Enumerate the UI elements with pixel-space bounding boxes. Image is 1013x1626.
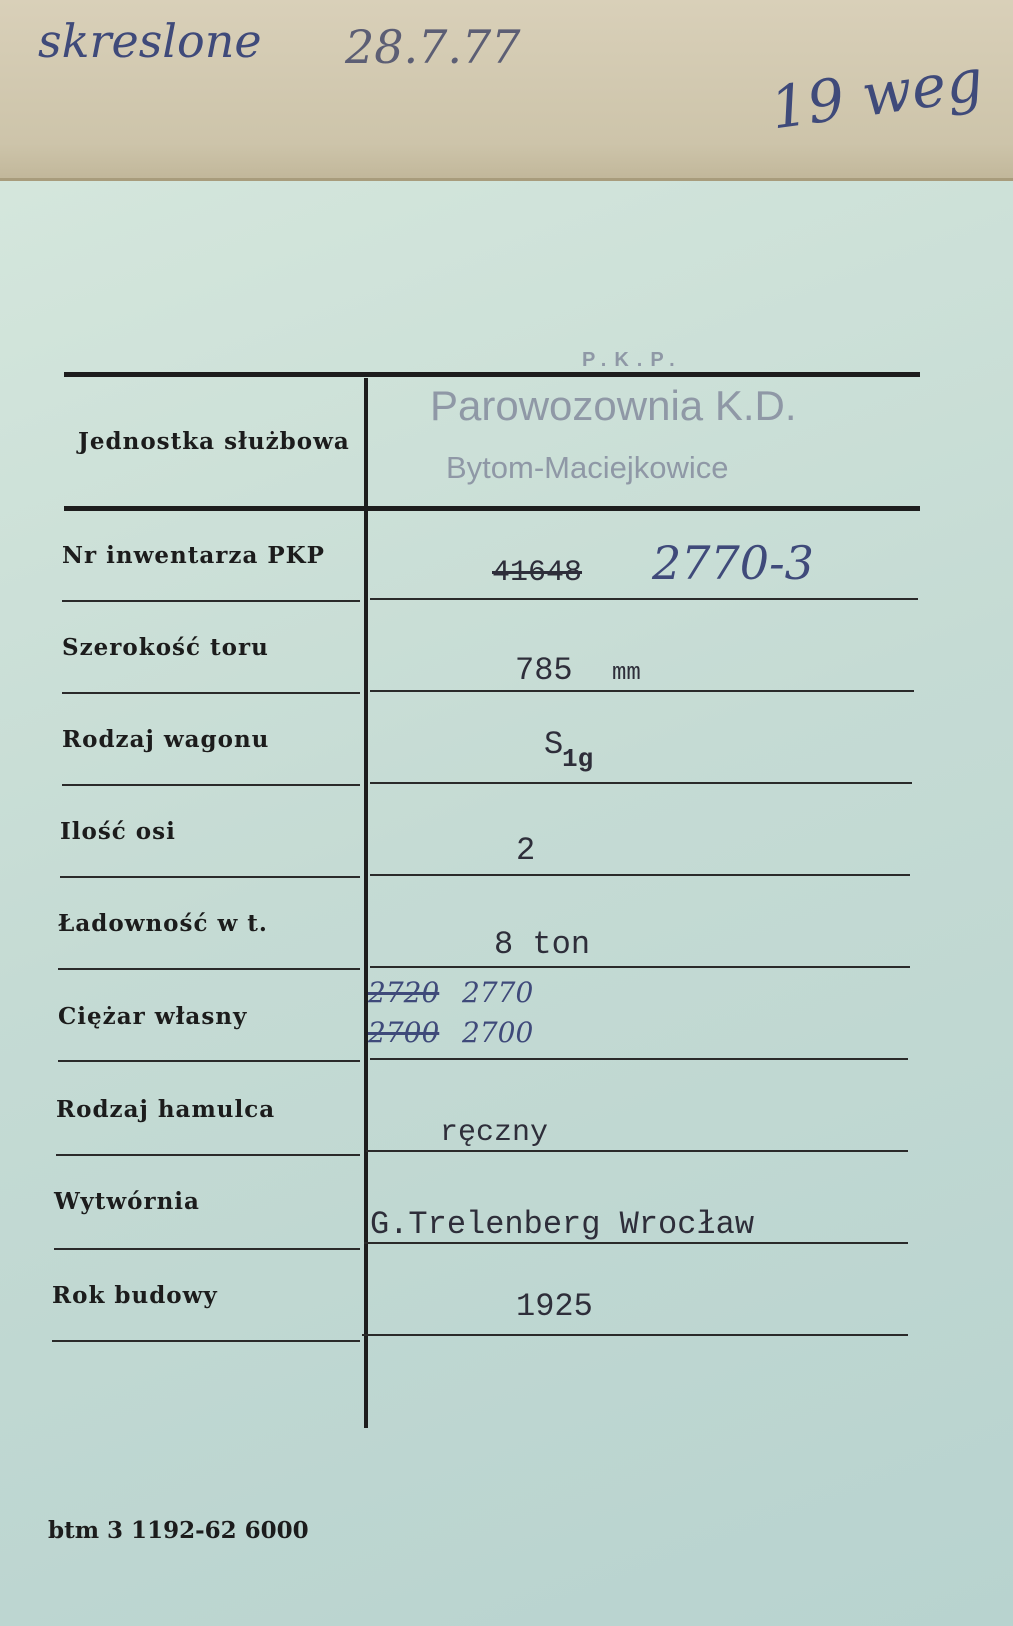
- stamp-line-2: Bytom-Maciejkowice: [446, 450, 729, 485]
- track-gauge-value: 785: [515, 652, 573, 689]
- column-divider: [364, 378, 368, 1428]
- wagon-type-sub: 1g: [562, 744, 594, 774]
- tare-weight-struck-2: 2700: [368, 1016, 440, 1049]
- inventory-number-struck: 41648: [492, 556, 583, 590]
- label-build-year: Rok budowy: [52, 1282, 218, 1309]
- label-inventory-number: Nr inwentarza PKP: [62, 542, 325, 569]
- brake-type-value: ręczny: [440, 1116, 549, 1150]
- label-brake-type: Rodzaj hamulca: [56, 1096, 276, 1123]
- row-line: [56, 1154, 360, 1156]
- label-tare-weight: Ciężar własny: [58, 1003, 248, 1030]
- sheet-mark: 19 weg: [766, 45, 988, 143]
- track-gauge-unit: mm: [612, 660, 641, 687]
- checked-date: 28.7.77: [345, 20, 521, 74]
- manufacturer-value: G.Trelenberg Wrocław: [370, 1206, 755, 1243]
- tare-weight-line-1: 2770: [462, 976, 534, 1009]
- label-manufacturer: Wytwórnia: [54, 1188, 200, 1215]
- row-line: [58, 968, 360, 970]
- row-line: [54, 1248, 360, 1250]
- row-line: [62, 600, 360, 602]
- tare-weight-struck-1: 2720: [368, 976, 440, 1009]
- label-axle-count: Ilość osi: [60, 818, 176, 845]
- row-line: [62, 784, 360, 786]
- axle-count-value: 2: [516, 832, 536, 869]
- value-line: [366, 1150, 908, 1152]
- value-line: [370, 598, 918, 600]
- value-line: [370, 966, 910, 968]
- label-track-gauge: Szerokość toru: [62, 634, 269, 661]
- load-capacity-value: 8 ton: [494, 926, 591, 963]
- inventory-number: 2770-3: [652, 536, 814, 590]
- stamp-line-1: Parowozownia K.D.: [430, 382, 797, 429]
- value-line: [370, 690, 914, 692]
- row-line: [52, 1340, 360, 1342]
- row-line: [60, 876, 360, 878]
- print-code: btm 3 1192-62 6000: [48, 1517, 309, 1544]
- build-year-value: 1925: [516, 1288, 593, 1325]
- label-wagon-type: Rodzaj wagonu: [62, 726, 270, 753]
- value-line: [370, 1058, 908, 1060]
- checked-note: skreslone: [38, 14, 262, 68]
- label-load-capacity: Ładowność w t.: [58, 910, 268, 937]
- value-line: [362, 1334, 908, 1336]
- wagon-type-value: S: [544, 726, 564, 763]
- stamp-header: P.K.P.: [582, 349, 683, 371]
- tare-weight-line-2: 2700: [462, 1016, 534, 1049]
- header-bottom-rule: [64, 506, 920, 511]
- row-line: [62, 692, 360, 694]
- label-unit: Jednostka służbowa: [78, 428, 350, 455]
- value-line: [370, 782, 912, 784]
- table-top-rule: [64, 372, 920, 377]
- value-line: [370, 874, 910, 876]
- row-line: [58, 1060, 360, 1062]
